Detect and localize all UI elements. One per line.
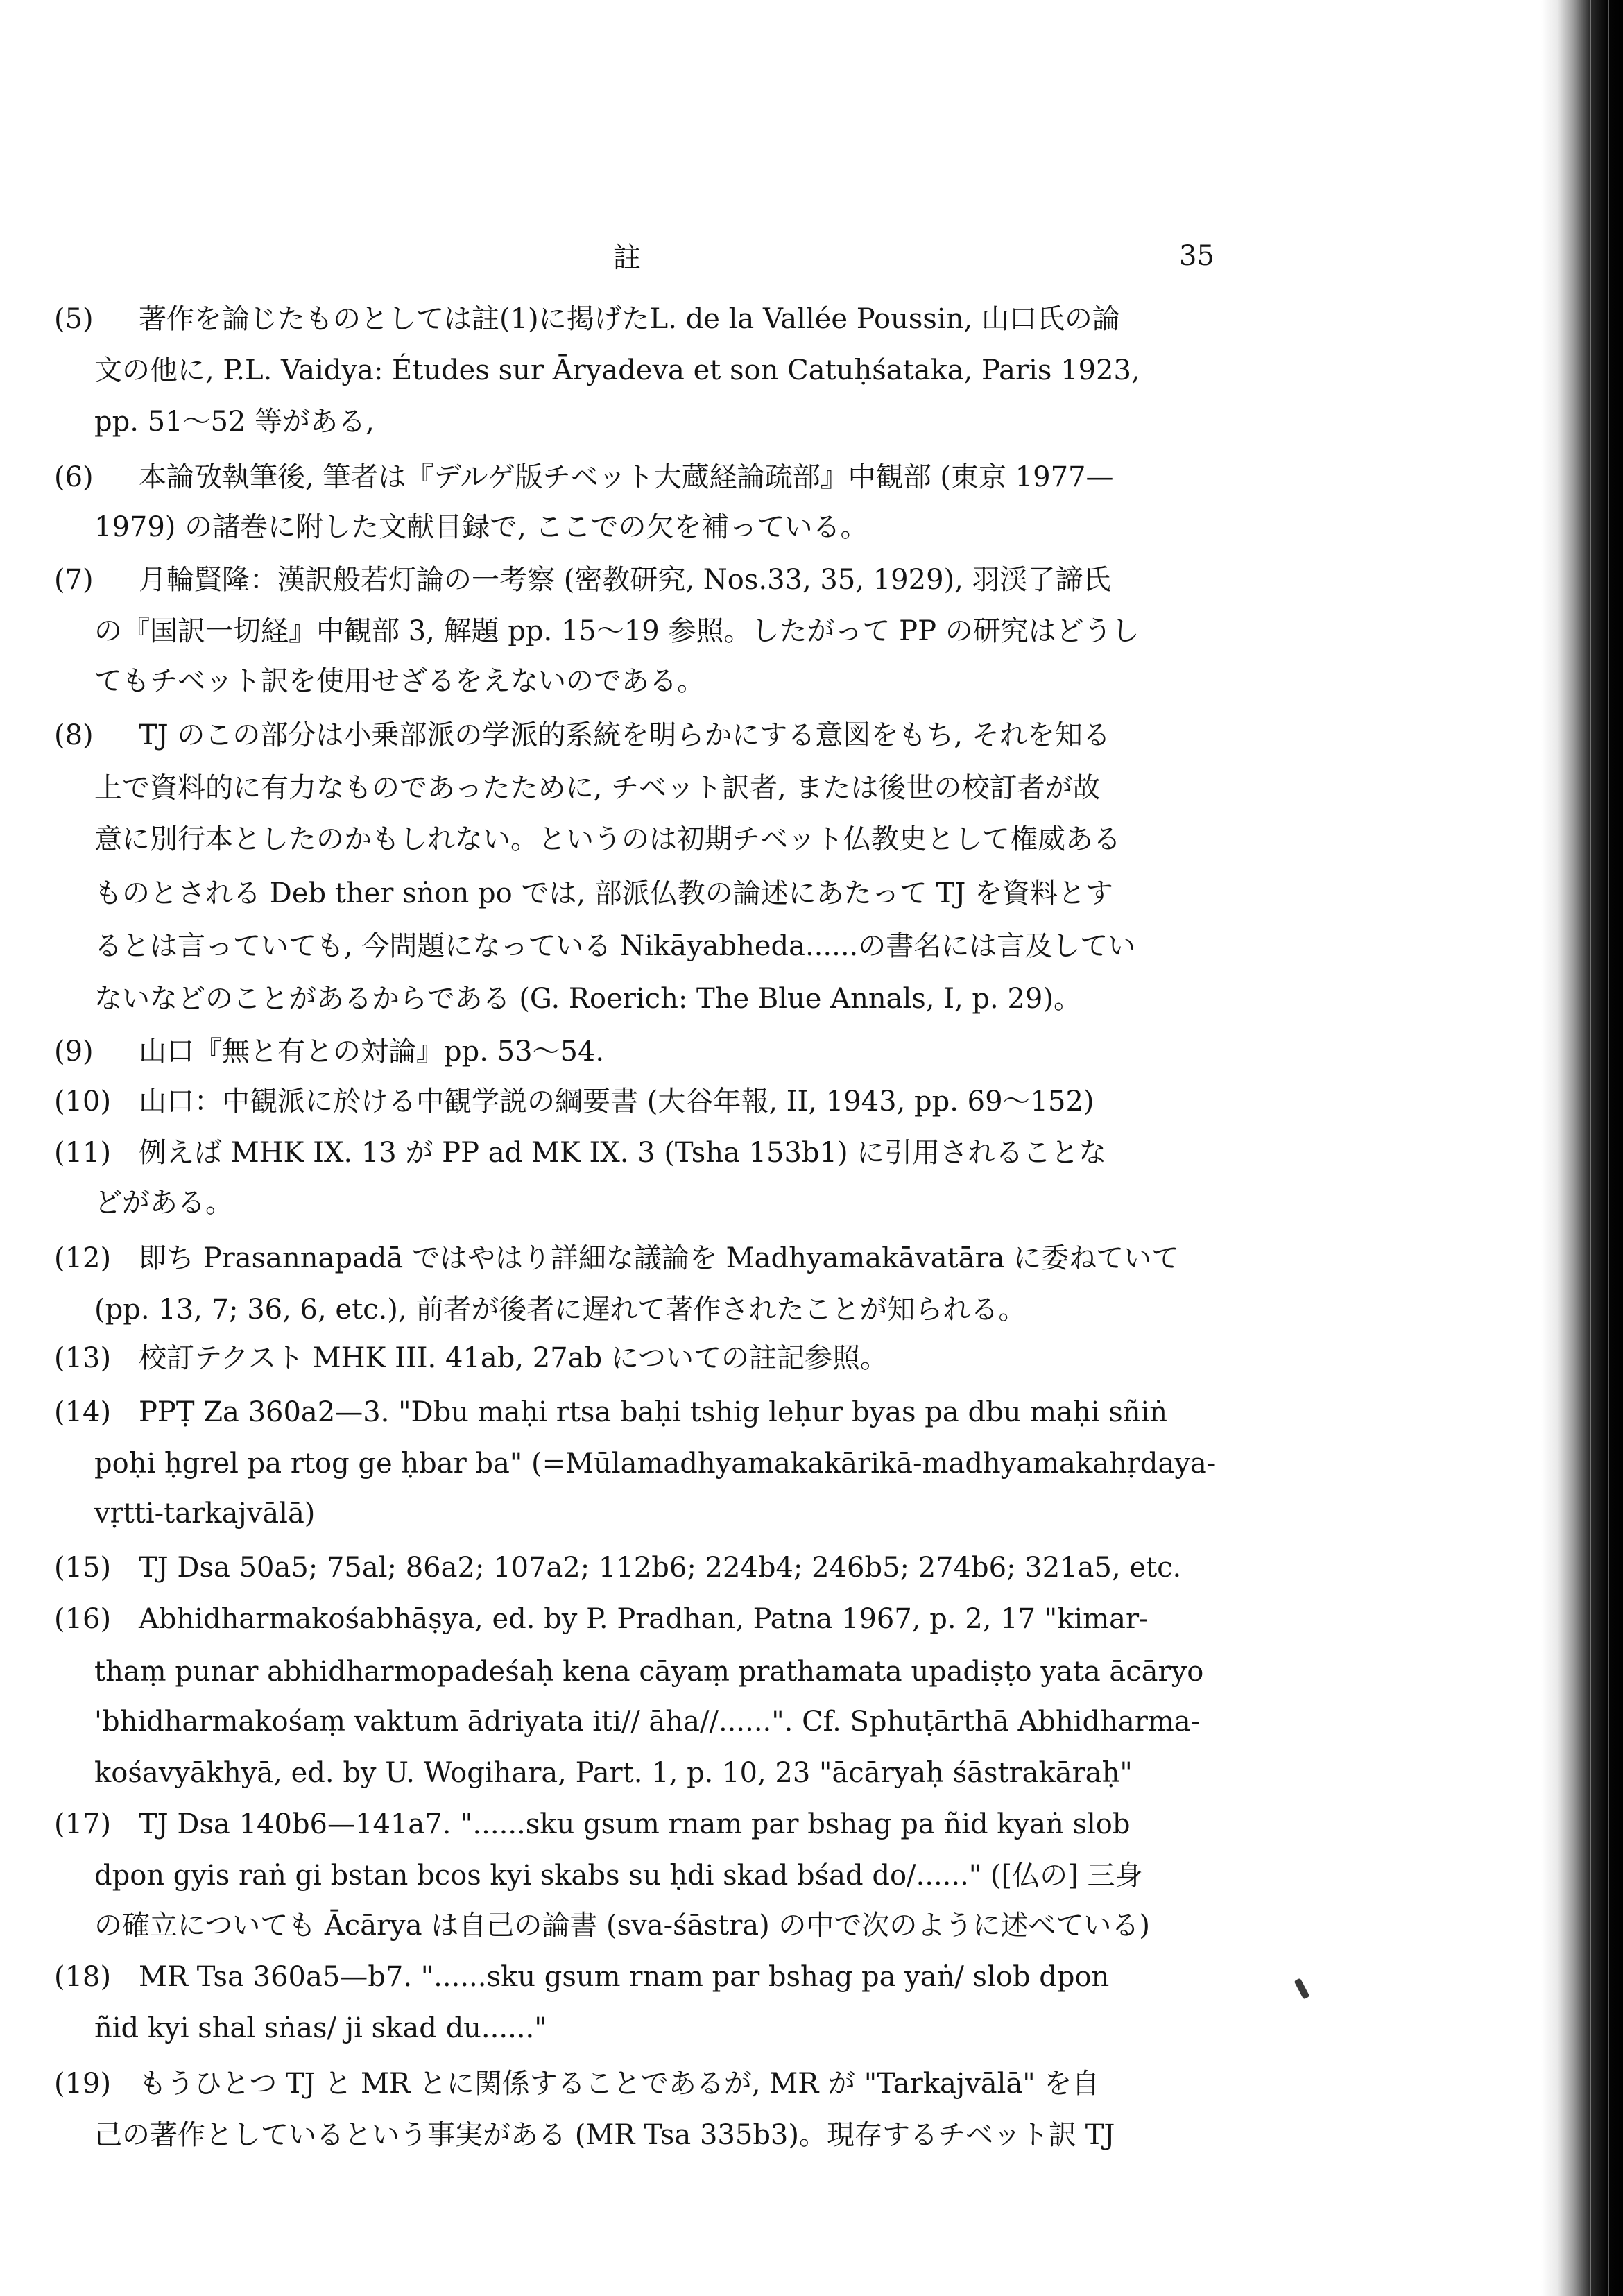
note-line: ないなどのことがあるからである (G. Roerich: The Blue Annals, I, p. 29)。	[94, 983, 1081, 1015]
note-number: (7)	[54, 564, 94, 596]
note-line: どがある。	[94, 1187, 233, 1219]
note-line: の『国訳一切経』中観部 3, 解題 pp. 15〜19 参照。したがって PP の研究はどうし	[94, 615, 1140, 647]
note-number: (12)	[54, 1242, 112, 1274]
note-line: vṛtti-tarkajvālā)	[94, 1498, 316, 1530]
note-number: (5)	[54, 303, 94, 335]
note-line: 'bhidharmakośaṃ vaktum ādriyata iti// āha//......". Cf. Sphuṭārthā Abhidharma-	[94, 1706, 1201, 1738]
note-number: (13)	[54, 1342, 112, 1374]
note-line: Abhidharmakośabhāṣya, ed. by P. Pradhan, Patna 1967, p. 2, 17 "kimar-	[139, 1603, 1149, 1635]
note-line: 例えば MHK IX. 13 が PP ad MK IX. 3 (Tsha 153b1) に引用されることな	[139, 1137, 1107, 1169]
note-line: 著作を論じたものとしては註(1)に掲げたL. de la Vallée Poussin, 山口氏の論	[139, 303, 1120, 335]
note-line: 本論攷執筆後, 筆者は『デルゲ版チベット大蔵経論疏部』中観部 (東京 1977—	[139, 461, 1114, 493]
ink-speck	[1294, 1978, 1310, 1999]
note-number: (19)	[54, 2068, 112, 2100]
note-line: dpon gyis raṅ gi bstan bcos kyi skabs su ḥdi skad bśad do/......" ([仏の] 三身	[94, 1860, 1143, 1892]
note-line: 山口『無と有との対論』pp. 53〜54.	[139, 1036, 605, 1068]
note-line: ñid kyi shal sṅas/ ji skad du......"	[94, 2012, 547, 2044]
note-line: PPṬ Za 360a2—3. "Dbu maḥi rtsa baḥi tshig leḥur byas pa dbu maḥi sñiṅ	[139, 1396, 1168, 1428]
note-line: もうひとつ TJ と MR とに関係することであるが, MR が "Tarkajvālā" を自	[139, 2068, 1100, 2100]
note-line: thaṃ punar abhidharmopadeśaḥ kena cāyaṃ prathamata upadiṣṭo yata ācāryo	[94, 1656, 1204, 1688]
note-line: MR Tsa 360a5—b7. "......sku gsum rnam par bshag pa yaṅ/ slob dpon	[139, 1961, 1110, 1993]
note-line: TJ のこの部分は小乗部派の学派的系統を明らかにする意図をもち, それを知る	[139, 719, 1110, 751]
note-number: (10)	[54, 1086, 112, 1117]
note-number: (8)	[54, 719, 94, 751]
note-number: (17)	[54, 1808, 112, 1840]
note-line: 即ち Prasannapadā ではやはり詳細な議論を Madhyamakāvatāra に委ねていて	[139, 1242, 1180, 1274]
note-number: (16)	[54, 1603, 112, 1635]
running-head: 註	[613, 242, 642, 274]
note-line: 上で資料的に有力なものであったために, チベット訳者, または後世の校訂者が故	[94, 772, 1101, 804]
note-line: 文の他に, P.L. Vaidya: Études sur Āryadeva et son Catuḥśataka, Paris 1923,	[94, 354, 1140, 386]
note-line: poḥi ḥgrel pa rtog ge ḥbar ba" (=Mūlamadhyamakakārikā-madhyamakahṛdaya-	[94, 1448, 1217, 1480]
note-line: てもチベット訳を使用せざるをえないのである。	[94, 665, 705, 697]
note-line: ものとされる Deb ther sṅon po では, 部派仏教の論述にあたって TJ を資料とす	[94, 877, 1113, 909]
note-number: (18)	[54, 1961, 112, 1993]
note-line: TJ Dsa 140b6—141a7. "......sku gsum rnam par bshag pa ñid kyaṅ slob	[139, 1808, 1131, 1840]
note-line: TJ Dsa 50a5; 75al; 86a2; 107a2; 112b6; 224b4; 246b5; 274b6; 321a5, etc.	[139, 1552, 1182, 1584]
note-number: (14)	[54, 1396, 112, 1428]
page-number: 35	[1179, 240, 1214, 272]
note-line: kośavyākhyā, ed. by U. Wogihara, Part. 1, p. 10, 23 "ācāryaḥ śāstrakāraḥ"	[94, 1757, 1133, 1789]
note-line: pp. 51〜52 等がある,	[94, 406, 375, 438]
note-line: 月輪賢隆：漢訳般若灯論の一考察 (密教研究, Nos.33, 35, 1929), 羽渓了諦氏	[139, 564, 1111, 596]
note-line: (pp. 13, 7; 36, 6, etc.), 前者が後者に遅れて著作されたことが知られる。	[94, 1294, 1027, 1326]
note-line: 意に別行本としたのかもしれない。というのは初期チベット仏教史として権威ある	[94, 823, 1121, 855]
note-line: 1979) の諸巻に附した文献目録で, ここでの欠を補っている。	[94, 511, 868, 543]
note-line: の確立についても Ācārya は自己の論書 (sva-śāstra) の中で次のように述べている)	[94, 1910, 1151, 1942]
note-line: 己の著作としているという事実がある (MR Tsa 335b3)。現存するチベット訳 TJ	[94, 2119, 1115, 2151]
binding-streak	[1608, 0, 1609, 2296]
note-line: 山口：中観派に於ける中観学説の綱要書 (大谷年報, II, 1943, pp. 69〜152)	[139, 1086, 1094, 1117]
note-number: (9)	[54, 1036, 94, 1068]
book-binding-shadow	[1541, 0, 1623, 2296]
note-line: るとは言っていても, 今問題になっている Nikāyabheda......の書名には言及してい	[94, 930, 1136, 962]
note-number: (11)	[54, 1137, 112, 1169]
note-number: (15)	[54, 1552, 112, 1584]
binding-streak	[1590, 0, 1591, 2296]
note-line: 校訂テクスト MHK III. 41ab, 27ab についての註記参照。	[139, 1342, 888, 1374]
note-number: (6)	[54, 461, 94, 493]
